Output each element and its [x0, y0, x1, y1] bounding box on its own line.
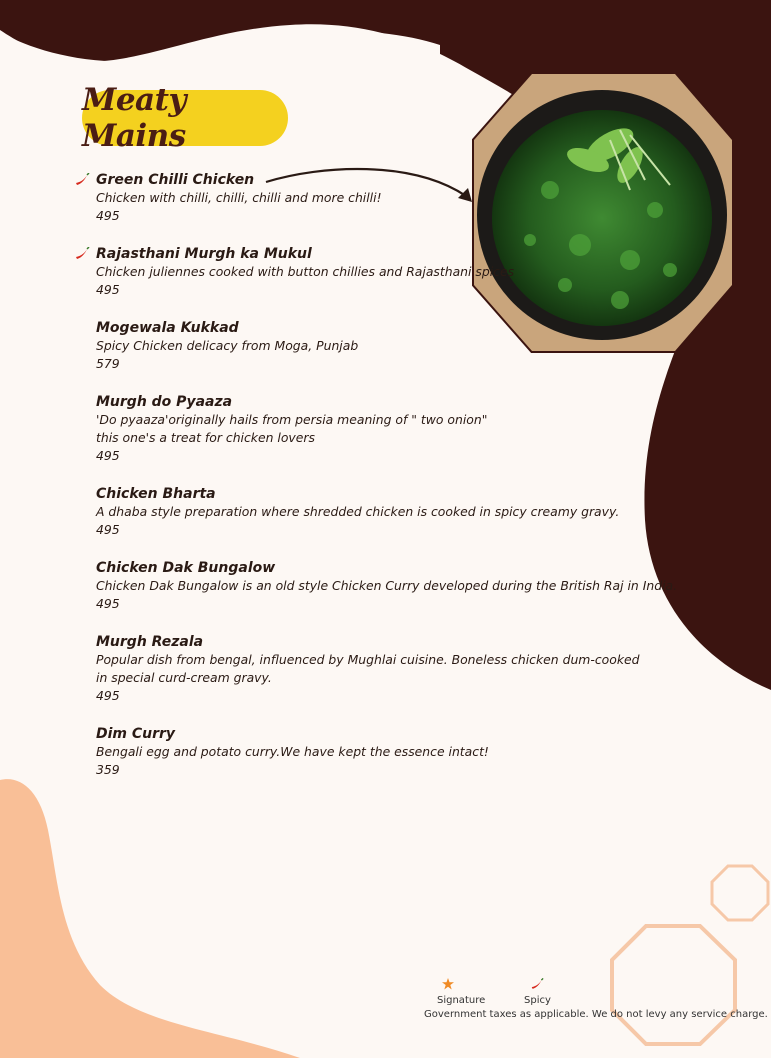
signature-star-icon — [442, 978, 454, 990]
item-description: Chicken with chilli, chilli, chilli and more chilli! — [96, 190, 382, 205]
peach-blob — [0, 779, 300, 1058]
spicy-chilli-icon — [530, 978, 544, 991]
item-price: 495 — [96, 688, 120, 703]
menu-item — [96, 245, 696, 299]
item-name: Mogewala Kukkad — [96, 320, 239, 336]
item-description: Spicy Chicken delicacy from Moga, Punjab — [96, 338, 359, 353]
spicy-chilli-icon — [74, 247, 90, 261]
item-name: Murgh Rezala — [96, 634, 204, 650]
menu-item — [96, 171, 696, 225]
menu-item — [96, 725, 696, 779]
menu-item — [96, 393, 696, 465]
legend-signature-label: Signature — [437, 995, 486, 1006]
menu-list — [96, 171, 696, 795]
item-description: Chicken juliennes cooked with button chillies and Rajasthani spices — [96, 264, 515, 279]
item-name: Murgh do Pyaaza — [96, 394, 233, 410]
item-description: A dhaba style preparation where shredded chicken is cooked in spicy creamy gravy. — [96, 504, 620, 519]
menu-item — [96, 319, 696, 373]
item-name: Green Chilli Chicken — [96, 172, 255, 188]
item-name: Rajasthani Murgh ka Mukul — [96, 246, 312, 262]
item-description: Bengali egg and potato curry.We have kept the essence intact! — [96, 744, 489, 759]
item-price: 579 — [96, 356, 120, 371]
item-description: Popular dish from bengal, influenced by Mughlai cuisine. Boneless chicken dum-cooked in special curd-cream gravy. — [96, 652, 640, 685]
legend-spicy-label: Spicy — [524, 995, 551, 1006]
octagon-small — [712, 866, 768, 920]
item-price: 495 — [96, 282, 120, 297]
item-description: Chicken Dak Bungalow is an old style Chicken Curry developed during the British Raj in India. — [96, 578, 678, 593]
tax-note: Government taxes as applicable. We do not levy any service charge. — [424, 1009, 768, 1020]
spicy-chilli-icon — [74, 173, 90, 187]
item-price: 495 — [96, 208, 120, 223]
section-title: Meaty Mains — [82, 82, 186, 154]
menu-item — [96, 485, 696, 539]
legend — [420, 978, 768, 1028]
item-price: 495 — [96, 448, 120, 463]
item-price: 359 — [96, 762, 120, 777]
item-price: 495 — [96, 596, 120, 611]
item-description: 'Do pyaaza'originally hails from persia meaning of " two onion" this one's a treat for chicken lovers — [96, 412, 488, 445]
item-name: Chicken Dak Bungalow — [96, 560, 276, 576]
item-name: Chicken Bharta — [96, 486, 216, 502]
menu-item — [96, 633, 696, 705]
item-price: 495 — [96, 522, 120, 537]
menu-item — [96, 559, 696, 613]
item-name: Dim Curry — [96, 726, 176, 742]
section-title-badge — [82, 82, 288, 154]
